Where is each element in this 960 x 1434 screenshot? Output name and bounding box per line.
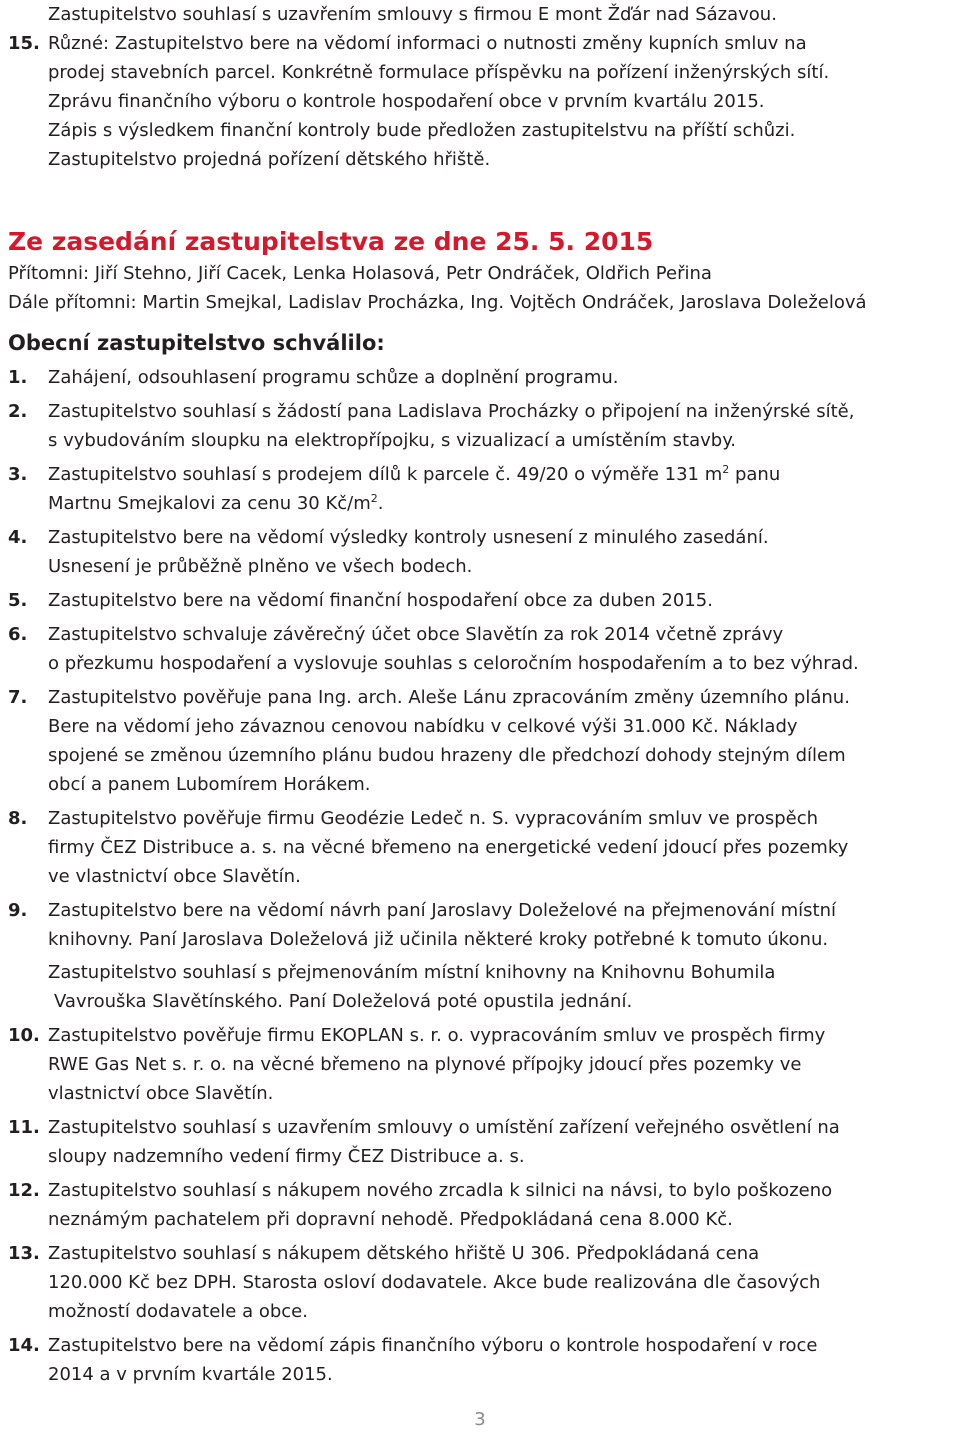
list-item <box>8 460 958 518</box>
list-item <box>8 363 958 392</box>
list-item <box>8 1021 958 1108</box>
item-line: Zastupitelstvo souhlasí s přejmenováním místní knihovny na Knihovnu Bohumila <box>48 962 776 983</box>
item-text <box>48 804 958 891</box>
present-line: Přítomni: Jiří Stehno, Jiří Cacek, Lenka Holasová, Petr Ondráček, Oldřich Peřina <box>8 263 712 284</box>
item-line: Zastupitelstvo bere na vědomí návrh paní Jaroslavy Doleželové na přejmenování místní <box>48 900 836 921</box>
item-15 <box>8 29 958 174</box>
resolutions-list <box>8 363 958 1394</box>
item-line: Různé: Zastupitelstvo bere na vědomí informaci o nutnosti změny kupních smluv na <box>48 33 807 54</box>
item-number: 9. <box>8 900 28 921</box>
item-line: sloupy nadzemního vedení firmy ČEZ Distribuce a. s. <box>48 1146 525 1167</box>
item-line: RWE Gas Net s. r. o. na věcné břemeno na plynové přípojky jdoucí přes pozemky ve <box>48 1054 802 1075</box>
item-number: 4. <box>8 527 28 548</box>
list-item <box>8 896 958 1016</box>
item-line: Zastupitelstvo souhlasí s nákupem dětského hřiště U 306. Předpokládaná cena <box>48 1243 760 1264</box>
item-line: Zastupitelstvo pověřuje firmu Geodézie Ledeč n. S. vypracováním smluv ve prospěch <box>48 808 819 829</box>
item-number: 5. <box>8 590 28 611</box>
item-number: 12. <box>8 1180 40 1201</box>
superscript: 2 <box>370 492 378 505</box>
item-line <box>48 460 958 489</box>
item-line: Bere na vědomí jeho závaznou cenovou nabídku v celkové výši 31.000 Kč. Náklady <box>48 716 798 737</box>
item-line: knihovny. Paní Jaroslava Doleželová již učinila některé kroky potřebné k tomuto úkonu. <box>48 929 829 950</box>
item-number: 14. <box>8 1335 40 1356</box>
item-number: 6. <box>8 624 28 645</box>
item-text <box>48 1021 958 1108</box>
item-line: Zastupitelstvo pověřuje pana Ing. arch. Aleše Lánu zpracováním změny územního plánu. <box>48 687 850 708</box>
list-item <box>8 1239 958 1326</box>
item-line: o přezkumu hospodaření a vyslovuje souhlas s celoročním hospodařením a to bez výhrad. <box>48 653 859 674</box>
item-line: 2014 a v prvním kvartále 2015. <box>48 1364 333 1385</box>
intro-line: Zastupitelstvo souhlasí s uzavřením smlouvy s firmou E mont Žďár nad Sázavou. <box>48 4 777 25</box>
item-text <box>48 1331 958 1389</box>
item-line: 120.000 Kč bez DPH. Starosta osloví dodavatele. Akce bude realizována dle časových <box>48 1272 821 1293</box>
item-number: 10. <box>8 1025 40 1046</box>
item-line: vlastnictví obce Slavětín. <box>48 1083 274 1104</box>
item-text <box>48 1239 958 1326</box>
item-number: 7. <box>8 687 28 708</box>
list-item <box>8 1113 958 1171</box>
item-text <box>48 896 958 1016</box>
item-line: firmy ČEZ Distribuce a. s. na věcné břemeno na energetické vedení jdoucí přes pozemky <box>48 837 849 858</box>
text-segment: panu <box>729 464 781 485</box>
item-text <box>48 29 958 174</box>
item-line: obcí a panem Lubomírem Horákem. <box>48 774 371 795</box>
item-line: Zastupitelstvo schvaluje závěrečný účet obce Slavětín za rok 2014 včetně zprávy <box>48 624 784 645</box>
list-item <box>8 397 958 455</box>
item-text <box>48 363 958 392</box>
item-line: Zastupitelstvo souhlasí s nákupem nového zrcadla k silnici na návsi, to bylo poškozeno <box>48 1180 833 1201</box>
attendance <box>8 259 958 317</box>
item-line: Zastupitelstvo bere na vědomí finanční hospodaření obce za duben 2015. <box>48 590 713 611</box>
item-line: Zastupitelstvo bere na vědomí zápis finančního výboru o kontrole hospodaření v roce <box>48 1335 818 1356</box>
item-text <box>48 683 958 799</box>
item-line: možností dodavatele a obce. <box>48 1301 308 1322</box>
list-item <box>8 1331 958 1389</box>
page-number: 3 <box>474 1409 486 1430</box>
item-line: Zastupitelstvo projedná pořízení dětského hřiště. <box>48 149 491 170</box>
item-number: 1. <box>8 367 28 388</box>
item-line: Zahájení, odsouhlasení programu schůze a doplnění programu. <box>48 367 619 388</box>
item-line: Zastupitelstvo souhlasí s uzavřením smlouvy o umístění zařízení veřejného osvětlení na <box>48 1117 840 1138</box>
item-line: s vybudováním sloupku na elektropřípojku, s vizualizací a umístěním stavby. <box>48 430 737 451</box>
list-item <box>8 586 958 615</box>
item-text <box>48 397 958 455</box>
intro-section <box>8 0 958 174</box>
list-item <box>8 804 958 891</box>
item-text <box>48 586 958 615</box>
approved-heading: Obecní zastupitelstvo schválilo: <box>8 331 385 355</box>
item-line: Usnesení je průběžně plněno ve všech bodech. <box>48 556 473 577</box>
list-item <box>8 620 958 678</box>
item-line: Zprávu finančního výboru o kontrole hospodaření obce v prvním kvartálu 2015. <box>48 91 765 112</box>
item-number: 11. <box>8 1117 40 1138</box>
item-line: Zastupitelstvo souhlasí s žádostí pana Ladislava Procházky o připojení na inženýrské sítě, <box>48 401 855 422</box>
item-line: neznámým pachatelem při dopravní nehodě. Předpokládaná cena 8.000 Kč. <box>48 1209 733 1230</box>
item-line <box>48 489 958 518</box>
item-line: Zápis s výsledkem finanční kontroly bude předložen zastupitelstvu na příští schůzi. <box>48 120 796 141</box>
item-number: 13. <box>8 1243 40 1264</box>
item-line: Zastupitelstvo bere na vědomí výsledky kontroly usnesení z minulého zasedání. <box>48 527 769 548</box>
list-item <box>8 1176 958 1234</box>
item-number: 8. <box>8 808 28 829</box>
item-line: ve vlastnictví obce Slavětín. <box>48 866 301 887</box>
also-present-line: Dále přítomni: Martin Smejkal, Ladislav Procházka, Ing. Vojtěch Ondráček, Jaroslava Doleželová <box>8 292 867 313</box>
text-segment: Martnu Smejkalovi za cenu 30 Kč/m <box>48 493 371 514</box>
list-item <box>8 523 958 581</box>
text-segment: Zastupitelstvo souhlasí s prodejem dílů k parcele č. 49/20 o výměře 131 m <box>48 464 723 485</box>
item-text <box>48 523 958 581</box>
list-item <box>8 683 958 799</box>
item-number: 3. <box>8 464 28 485</box>
item-line: Vavrouška Slavětínského. Paní Doleželová poté opustila jednání. <box>54 991 633 1012</box>
item-line: prodej stavebních parcel. Konkrétně formulace příspěvku na pořízení inženýrských sítí. <box>48 62 830 83</box>
item-number: 15. <box>8 33 40 54</box>
item-text <box>48 1113 958 1171</box>
text-segment: . <box>377 493 384 514</box>
item-number: 2. <box>8 401 28 422</box>
item-text <box>48 460 958 518</box>
item-line: spojené se změnou územního plánu budou hrazeny dle předchozí dohody stejným dílem <box>48 745 846 766</box>
item-text <box>48 620 958 678</box>
meeting-heading: Ze zasedání zastupitelstva ze dne 25. 5. 2015 <box>8 227 654 256</box>
item-line: Zastupitelstvo pověřuje firmu EKOPLAN s. r. o. vypracováním smluv ve prospěch firmy <box>48 1025 826 1046</box>
item-text <box>48 1176 958 1234</box>
superscript: 2 <box>722 463 730 476</box>
